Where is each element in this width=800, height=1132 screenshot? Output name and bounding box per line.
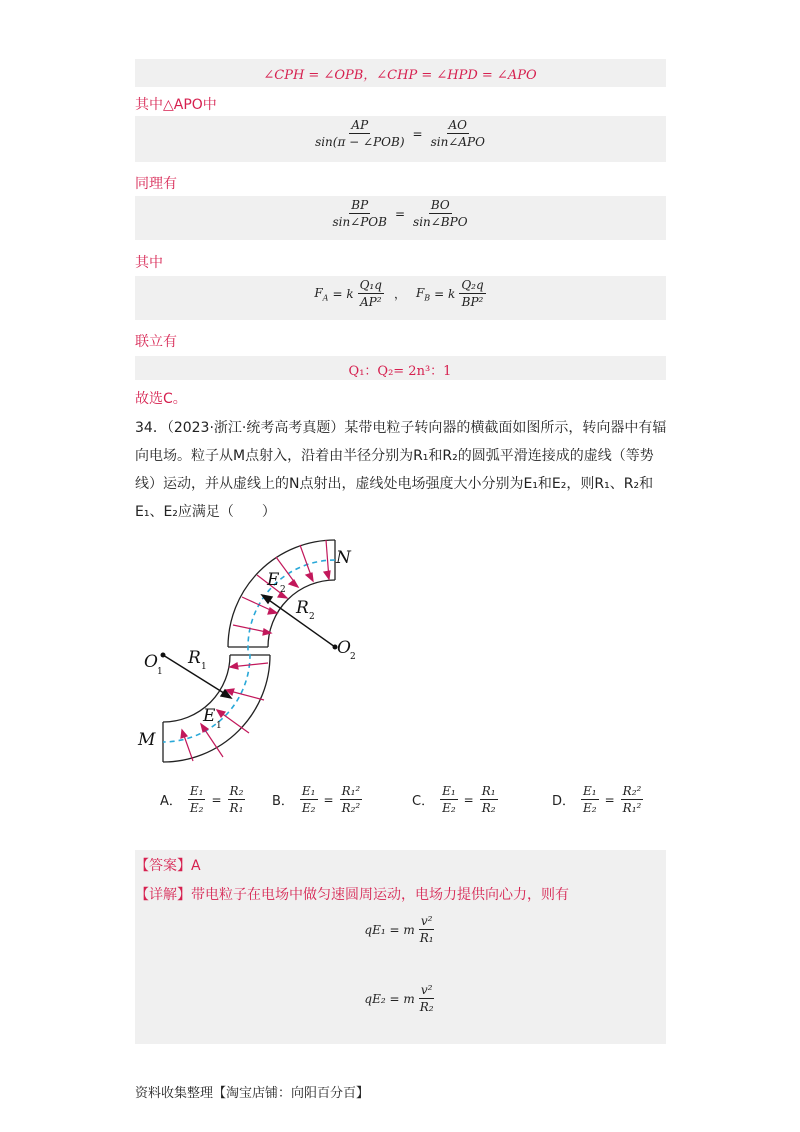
option-c[interactable]: C． $\frac{\text{E₁}}{\text{E₂}}$ = $\frac{\text{R₁}}{\text{R₂}}$ xyxy=(412,784,496,816)
numerator: AP xyxy=(349,118,370,134)
fraction-bp xyxy=(330,198,389,230)
denominator: E₂ xyxy=(189,801,204,816)
label-r2-sub: 2 xyxy=(309,612,315,622)
numerator: E₁ xyxy=(300,784,318,800)
label-o1: O xyxy=(144,652,158,672)
denominator: R₁ xyxy=(229,801,244,816)
numerator: E₁ xyxy=(188,784,206,800)
numerator: R₂ xyxy=(228,784,246,800)
denominator: E₂ xyxy=(583,801,597,816)
angle-equalities: ∠CPH = ∠OPB，∠CHP = ∠HPD = ∠APO xyxy=(263,68,537,83)
deflector-figure xyxy=(130,535,370,765)
law-of-sines-bpo: $\frac{BP}{\text{sin∠POB}}$ = $\frac{BO}{\text{sin∠BPO}}$ xyxy=(332,198,468,230)
label-where: 其中 xyxy=(135,255,163,271)
question-number: 34． xyxy=(135,420,167,436)
fraction-ao xyxy=(429,118,487,150)
numerator: AO xyxy=(447,118,470,134)
option-label: A． xyxy=(160,794,182,810)
denominator: BP² xyxy=(461,295,484,310)
lower-channel xyxy=(163,655,270,762)
question-source: （2023·浙江·统考高考真题） xyxy=(166,420,345,436)
charge-ratio: Q₁：Q₂= 2n³：1 xyxy=(348,364,452,379)
label-o1-sub: 1 xyxy=(157,667,163,677)
center-o1-dot xyxy=(161,653,166,658)
numerator: BO xyxy=(429,198,452,214)
coulomb-forces: $F_A$ = k $\frac{\text{Q₁q}}{\text{AP²}}$ ， $F_B$ = k $\frac{\text{Q₂q}}{\text{BP²}}$ xyxy=(314,278,484,310)
label-r1: R xyxy=(188,648,201,668)
label-similarly: 同理有 xyxy=(135,176,177,192)
question-text: 某带电粒子转向器的横截面如图所示，转向器中有辐向电场。粒子从M点射入，沿着由半径分别为R₁和R₂的圆弧平滑连接成的虚线（等势线）运动，并从虚线上的N点射出，虚线处电场强度大小分别为E₁和E₂，则R₁、R₂和E₁、E₂应满足（ ） xyxy=(135,420,667,520)
option-b[interactable]: B． $\frac{\text{E₁}}{\text{E₂}}$ = $\frac{\text{R₁²}}{\text{R₂²}}$ xyxy=(272,784,361,816)
detail-text: 带电粒子在电场中做匀速圆周运动，电场力提供向心力，则有 xyxy=(191,887,569,903)
denominator: R₂ xyxy=(419,1000,434,1015)
denominator: sin(π − ∠POB) xyxy=(315,135,405,150)
option-label: B． xyxy=(272,794,294,810)
numerator: BP xyxy=(349,198,370,214)
denominator: sin∠POB xyxy=(332,215,387,230)
equation-qe1 xyxy=(0,914,800,946)
denominator: R₁ xyxy=(419,931,434,946)
label-o2: O xyxy=(337,638,351,658)
conclusion: 故选C。 xyxy=(135,391,187,407)
numerator: E₁ xyxy=(440,784,458,800)
denominator: E₂ xyxy=(442,801,456,816)
label-n: N xyxy=(336,548,351,568)
option-label: C． xyxy=(412,794,435,810)
equation-lhs: qE₂ = m xyxy=(364,991,415,1006)
numerator: R₂² xyxy=(621,784,644,800)
label-e2-sub: 2 xyxy=(280,585,286,595)
denominator: sin∠APO xyxy=(430,135,485,150)
label-e1: E xyxy=(203,706,216,726)
label-combine: 联立有 xyxy=(135,334,177,350)
numerator: E₁ xyxy=(581,784,599,800)
force-b-symbol: F xyxy=(415,285,425,300)
numerator: R₁² xyxy=(340,784,363,800)
option-d[interactable]: D． $\frac{\text{E₁}}{\text{E₂}}$ = $\frac{\text{R₂²}}{\text{R₁²}}$ xyxy=(552,784,642,816)
answer-line xyxy=(135,855,201,875)
force-a-symbol: F xyxy=(314,285,323,300)
label-o2-sub: 2 xyxy=(350,652,356,662)
label-r1-sub: 1 xyxy=(201,662,207,672)
denominator: R₂ xyxy=(481,801,496,816)
fraction-ap xyxy=(313,118,406,150)
detail-line xyxy=(135,884,569,904)
denominator: R₁² xyxy=(622,801,642,816)
label-r2: R xyxy=(296,598,309,618)
fraction-fa xyxy=(358,278,384,310)
law-of-sines-apo: $\frac{AP}{\text{sin(π − ∠POB)}}$ = $\frac{AO}{\text{sin∠APO}}$ xyxy=(315,118,485,150)
option-label: D． xyxy=(552,794,576,810)
question-34 xyxy=(135,414,667,526)
footer-source: 资料收集整理【淘宝店铺：向阳百分百】 xyxy=(135,1086,370,1101)
fraction-bo xyxy=(411,198,470,230)
answer-band xyxy=(135,850,666,1044)
answer-value: A xyxy=(191,858,201,874)
denominator: E₂ xyxy=(301,801,316,816)
equation-lhs: qE₁ = m xyxy=(364,922,415,937)
denominator: R₂² xyxy=(341,801,361,816)
numerator: R₁ xyxy=(480,784,498,800)
detail-tag: 【详解】 xyxy=(135,887,191,903)
numerator: Q₁q xyxy=(358,278,384,294)
label-m: M xyxy=(138,730,156,750)
field-arrows-lower xyxy=(181,663,268,761)
label-in-triangle: 其中△APO中 xyxy=(135,97,217,113)
denominator: sin∠BPO xyxy=(413,215,468,230)
force-a-sub: A xyxy=(322,293,329,303)
force-b-sub: B xyxy=(424,293,431,303)
denominator: AP² xyxy=(359,295,382,310)
answer-tag: 【答案】 xyxy=(135,858,191,874)
fraction-fb xyxy=(459,278,485,310)
equation-qe2 xyxy=(0,983,800,1015)
label-e2: E xyxy=(267,570,280,590)
label-e1-sub: 1 xyxy=(216,721,222,731)
numerator: Q₂q xyxy=(459,278,485,294)
numerator: v² xyxy=(419,914,435,930)
numerator: v² xyxy=(419,983,435,999)
option-a[interactable]: A． $\frac{\text{E₁}}{\text{E₂}}$ = $\frac{\text{R₂}}{\text{R₁}}$ xyxy=(160,784,244,816)
